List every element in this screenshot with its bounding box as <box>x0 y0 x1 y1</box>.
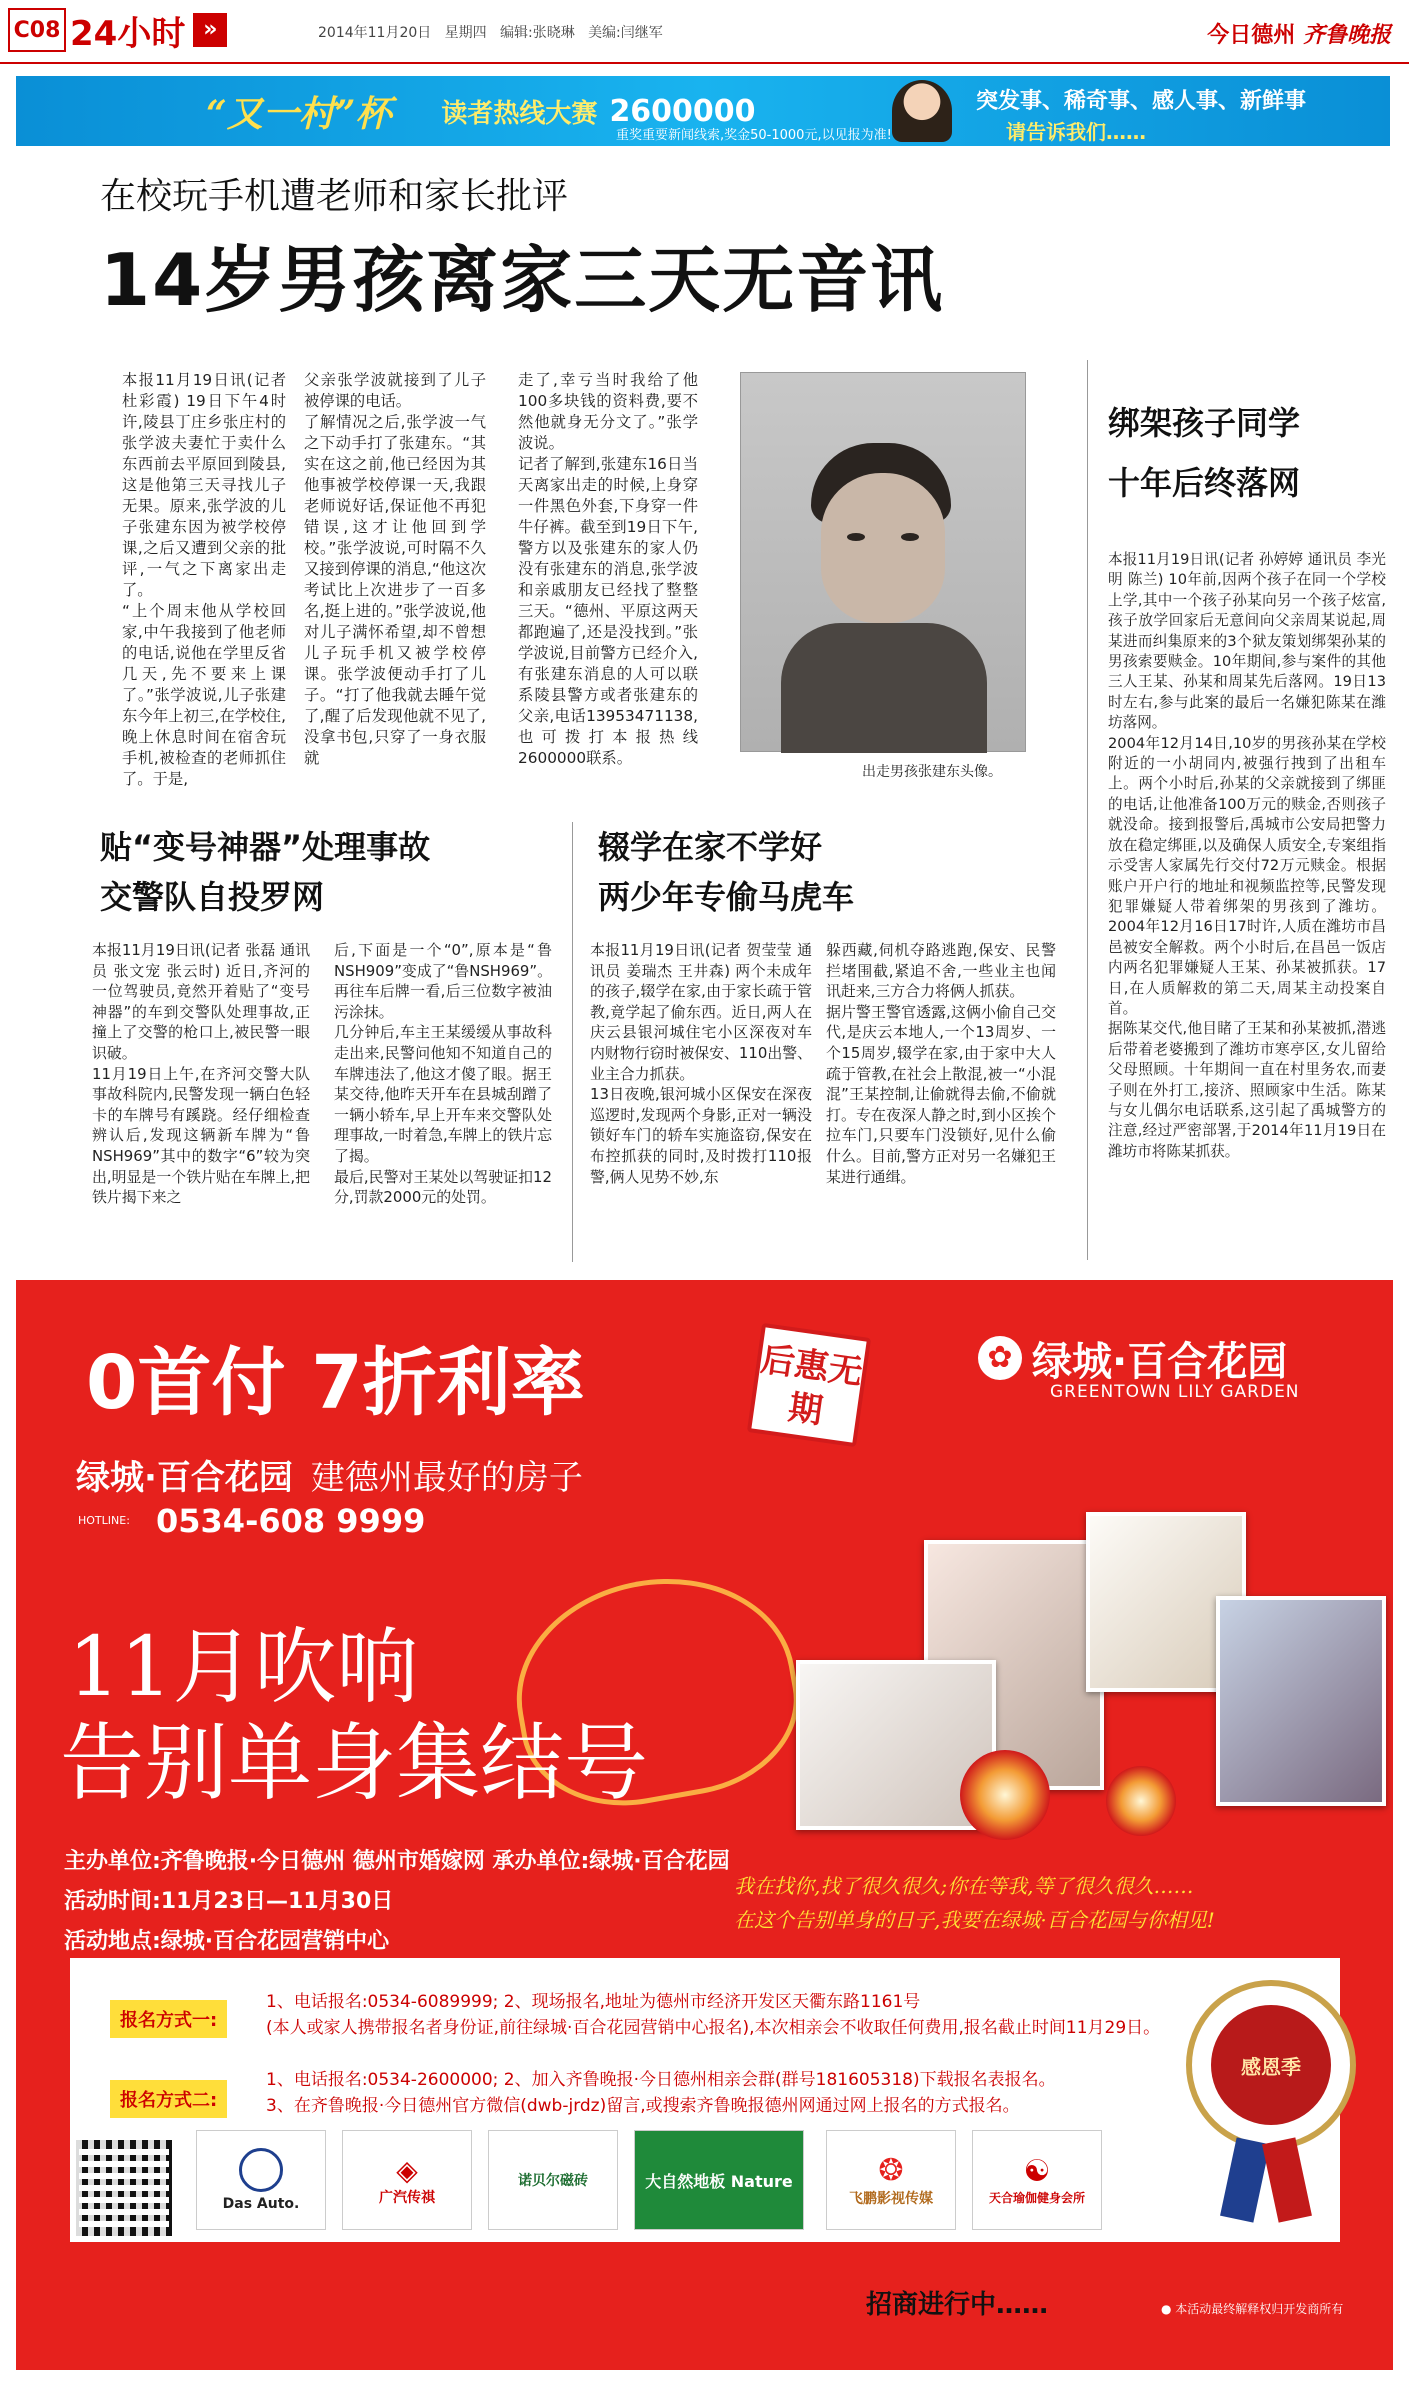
recruiting-text: 招商进行中…… <box>866 2290 1049 2320</box>
ad-logo-en: GREENTOWN LILY GARDEN <box>1050 1382 1300 1402</box>
qr-code-pattern <box>76 2140 172 2236</box>
story2-col-2: 后,下面是一个“0”,原本是“鲁NSH909”变成了“鲁NSH969”。再往车后牌一看,后三位数字被油污涂抹。 几分钟后,车主王某缓缓从事故科走出来,民警问他知不知道自己的车牌违法了,他这才傻了眼。据王某交待,他昨天开车在县城刮蹭了一辆小轿车,早上开车来交警队处理事故,一时着急,车牌上的铁片忘了揭。 最后,民警对王某处以驾驶证扣12分,罚款2000元的处罚。 <box>334 941 552 1207</box>
reg-1-line-1: 1、电话报名:0534-6089999; 2、现场报名,地址为德州市经济开发区天衢东路1161号 <box>266 1992 921 2012</box>
sponsor-logo-tianhe <box>972 2130 1102 2230</box>
contest-name: “又一村”杯 <box>206 92 392 135</box>
arrow-icon: » <box>193 13 227 47</box>
sponsor-name: 飞鹏影视传媒 <box>849 2190 933 2207</box>
photo-eye <box>901 533 919 541</box>
story3-title-2: 两少年专偷马虎车 <box>598 878 855 916</box>
hotline-banner <box>16 76 1390 146</box>
lily-logo-icon: ✿ <box>978 1336 1022 1380</box>
banner-right-2: 请告诉我们…… <box>1006 120 1146 144</box>
reg-tag-1: 报名方式一: <box>110 2000 227 2038</box>
hotline-text: 读者热线大赛 <box>441 98 598 129</box>
reg-1-line-2: (本人或家人携带报名者身份证,前往绿城·百合花园营销中心报名),本次相亲会不收取任何费用,报名截止时间11月29日。 <box>266 2018 1161 2038</box>
ad-slogan-b: 建德州最好的房子 <box>310 1458 583 1498</box>
story2-title-2: 交警队自投罗网 <box>100 878 325 916</box>
reg-2-line-1: 1、电话报名:0534-2600000; 2、加入齐鲁晚报·今日德州相亲会群(群号181605318)下载报名表报名。 <box>266 2070 1056 2090</box>
hotline-label: HOTLINE: <box>78 1514 130 1527</box>
photo-face <box>821 473 945 623</box>
ad-time: 活动时间:11月23日—11月30日 <box>64 1889 394 1914</box>
ad-organizers: 主办单位:齐鲁晚报·今日德州 德州市婚嫁网 承办单位:绿城·百合花园 <box>64 1849 730 1874</box>
story3-title-1: 辍学在家不学好 <box>598 828 823 866</box>
side-body: 本报11月19日讯(记者 孙婷婷 通讯员 李光明 陈兰) 10年前,因两个孩子在同一个学校上学,其中一个孩子孙某向另一个孩子炫富,孩子放学回家后无意间向父亲周某说起,周某进而纠集原来的3个狱友策划绑架孙某的男孩索要赎金。10年期间,参与案件的其他三人王某、孙某和周某先后落网。19日13时左右,参与此案的最后一名嫌犯陈某在潍坊落网。 2004年12月14日,10岁的男孩孙某在学校附近的一小胡同内,被强行拽到了出租车上。两个小时后,孙某的父亲就接到了绑匪的电话,让他准备100万元的赎金,否则孩子就没命。接到报警后,禹城市公安局把警力放在稳定绑匪,以及确保人质安全,专案组指示受害人家属先行交付72万元赎金。根据账户开户行的地址和视频监控等,民警发现犯罪嫌疑人带着绑架的男孩到了潍坊。2004年12月16日17时许,人质在潍坊市昌邑被安全解救。两个小时后,在昌邑一饭店内两名犯罪嫌疑人王某、孙某被抓获。17日,在人质解救的第二天,周某主动投案自首。 据陈某交代,他目睹了王某和孙某被抓,潜逃后带着老婆搬到了潍坊市寒亭区,女儿留给父母照顾。十年期间一直在村里务农,而妻子则在外打工,接济、照顾家中生活。陈某与女儿偶尔电话联系,这引起了禹城警方的注意,经过严密部署,于2014年11月19日在潍坊市将陈某抓获。 <box>1108 551 1386 1160</box>
seal-label: 感恩季 <box>1211 2005 1331 2125</box>
brand-name-1: 今日德州 <box>1207 23 1296 48</box>
vw-logo-icon <box>239 2148 283 2192</box>
main-col-2: 父亲张学波就接到了儿子被停课的电话。 了解情况之后,张学波一气之下动手打了张建东。“其实在这之前,他已经因为其他事被学校停课一天,我跟老师说好话,保证他不再犯错误,这才让他回到学校。”张学波说,可时隔不久又接到停课的消息,“他这次考试比上次进步了一百多名,挺上进的。”张学波说,他对儿子满怀希望,却不曾想儿子玩手机又被学校停课。张学波便动手打了儿子。“打了他我就去睡午觉了,醒了后发现他就不见了,没拿书包,只穿了一身衣服就 <box>304 371 486 767</box>
story2-title-1: 贴“变号神器”处理事故 <box>100 828 431 866</box>
lily-flower-icon <box>1106 1766 1176 1836</box>
page-number: C08 <box>8 8 66 52</box>
ad-slogan-a: 绿城·百合花园 <box>76 1458 293 1498</box>
photo-body <box>781 623 987 753</box>
ad-phone: 0534-608 9999 <box>156 1502 426 1540</box>
sponsor-name: 大自然地板 Nature <box>645 2171 793 2191</box>
tianhe-logo-icon: ☯ <box>1023 2154 1051 2189</box>
thanksgiving-seal <box>1186 1980 1356 2150</box>
sponsor-name: 天合瑜伽健身会所 <box>988 2191 1085 2205</box>
sponsor-logo-nature <box>634 2130 804 2230</box>
ad-headline-b: 7折利率 <box>311 1340 585 1426</box>
photo-caption: 出走男孩张建东头像。 <box>862 764 1002 780</box>
lily-garden-ad <box>16 1280 1393 2370</box>
banner-right-1: 突发事、稀奇事、感人事、新鲜事 <box>976 89 1307 114</box>
sponsor-logo-feipeng <box>826 2130 956 2230</box>
designer: 美编:闫继军 <box>588 25 663 41</box>
paper-brand <box>1207 18 1391 49</box>
ad-poem-1: 我在找你,找了很久很久;你在等我,等了很久很久…… <box>734 1874 1194 1898</box>
editor: 编辑:张晓琳 <box>499 25 575 41</box>
ad-nov-line-1: 11月吹响 <box>68 1620 419 1715</box>
missing-boy-photo <box>740 372 1026 752</box>
ad-place: 活动地点:绿城·百合花园营销中心 <box>64 1929 390 1954</box>
side-title-1: 绑架孩子同学 <box>1108 404 1301 442</box>
banner-subtext: 重奖重要新闻线索,奖金50-1000元,以见报为准! <box>616 128 892 143</box>
brand-name-2: 齐鲁晚报 <box>1302 22 1391 48</box>
sponsor-name: 广汽传祺 <box>379 2189 435 2206</box>
bedroom-photo <box>1216 1596 1386 1806</box>
story3-col-2: 躲西藏,伺机夺路逃跑,保安、民警拦堵围截,紧追不舍,一些业主也闻讯赶来,三方合力将俩人抓获。 据片警王警官透露,这俩小偷自己交代,是庆云本地人,一个13周岁、一个15周岁,辍学在家,由于家中大人疏于管教,在社会上散混,被一“小混混”王某控制,让偷就得去偷,不偷就打。专在夜深人静之时,到小区挨个拉车门,只要车门没锁好,见什么偷什么。目前,警方正对另一名嫌犯王某进行通缉。 <box>826 941 1056 1186</box>
ad-headline-a: 0首付 <box>86 1340 286 1426</box>
section-title <box>70 8 280 52</box>
story2-col-1: 本报11月19日讯(记者 张磊 通讯员 张文宠 张云时) 近日,齐河的一位驾驶员,竟然开着贴了“变号神器”的车到交警队处理事故,正撞上了交警的枪口上,被民警一眼识破。 11月19日上午,在齐河交警大队事故科院内,民警发现一辆白色轻卡的车牌号有蹊跷。经仔细检查辨认后,发现这辆新车牌为“鲁NSH969”其中的数字“6”较为突出,明显是一个铁片贴在车牌上,把铁片揭下来之 <box>92 941 310 1207</box>
lily-flower-icon <box>960 1750 1050 1840</box>
feipeng-logo-icon: ❂ <box>878 2152 904 2188</box>
photo-eye <box>847 533 865 541</box>
main-headline: 14岁男孩离家三天无音讯 <box>100 238 945 322</box>
sponsor-name: 诺贝尔磁砖 <box>518 2173 588 2189</box>
side-title-2: 十年后终落网 <box>1108 464 1301 502</box>
reg-2-line-2: 3、在齐鲁晚报·今日德州官方微信(dwb-jrdz)留言,或搜索齐鲁晚报德州网通过网上报名的方式报名。 <box>266 2096 1020 2116</box>
reg-tag-2: 报名方式二: <box>110 2080 227 2118</box>
ad-slogan <box>76 1450 583 1499</box>
sponsor-logo-gac <box>342 2130 472 2230</box>
sponsor-logo-nobel <box>488 2130 618 2230</box>
sponsor-logo-vw <box>196 2130 326 2230</box>
issue-date: 2014年11月20日 <box>318 25 432 41</box>
main-col-1: 本报11月19日讯(记者 杜彩霞) 19日下午4时许,陵县丁庄乡张庄村的张学波夫妻忙于卖什么东西前去平原回到陵县,这是他第三天寻找儿子无果。原来,张学波的儿子张建东因为被学校停课,之后又遭到父亲的批评,一气之下离家出走了。 “上个周末他从学校回家,中午我接到了他老师的电话,说他在学里反省几天,先不要来上课了。”张学波说,儿子张建东今年上初三,在学校住,晚上休息时间在宿舍玩手机,被检查的老师抓住了。于是, <box>122 371 286 788</box>
column-divider <box>572 822 573 1262</box>
section-label: 24小时 <box>70 13 186 54</box>
story3-col-1: 本报11月19日讯(记者 贺莹莹 通讯员 姜瑞杰 王井森) 两个未成年的孩子,辍学在家,由于家长疏于管教,竟学起了偷东西。近日,两人在庆云县银河城住宅小区深夜对车内财物行窃时被保安、110出警、业主合力抓获。 13日夜晚,银河城小区保安在深夜巡逻时,发现两个身影,正对一辆没锁好车门的轿车实施盗窃,保安在布控抓获的同时,及时拨打110报警,俩人见势不妙,东 <box>590 941 812 1186</box>
operator-avatar <box>892 80 952 142</box>
ad-poem-2: 在这个告别单身的日子,我要在绿城·百合花园与你相见! <box>734 1908 1215 1932</box>
ad-logo: 绿城·百合花园 <box>1032 1339 1288 1385</box>
column-divider <box>1087 360 1088 1260</box>
ad-nov-line-2: 告别单身集结号 <box>60 1714 649 1812</box>
main-col-3: 走了,幸亏当时我给了他100多块钱的资料费,要不然他就身无分文了。”张学波说。 记者了解到,张建东16日当天离家出走的时候,上身穿一件黑色外套,下身穿一件牛仔裤。截至到19日下午,警方以及张建东的家人仍没有张建东的消息,张学波和亲戚朋友已经找了整整三天。“德州、平原这两天都跑遍了,还是没找到。”张学波说,目前警方已经介入,有张建东消息的人可以联系陵县警方或者张建东的父亲,电话13953471138,也可拨打本报热线2600000联系。 <box>518 371 698 767</box>
ad-stamp: 后惠无期 <box>747 1323 871 1447</box>
issue-meta <box>318 22 663 42</box>
issue-weekday: 星期四 <box>444 25 487 41</box>
hotline-number: 2600000 <box>609 93 756 129</box>
gac-logo-icon: ◈ <box>396 2153 418 2187</box>
ad-headline <box>86 1324 585 1430</box>
main-kicker: 在校玩手机遭老师和家长批评 <box>100 176 569 217</box>
ad-disclaimer: ● 本活动最终解释权归开发商所有 <box>1161 2302 1344 2316</box>
sponsor-name: Das Auto. <box>222 2196 300 2212</box>
